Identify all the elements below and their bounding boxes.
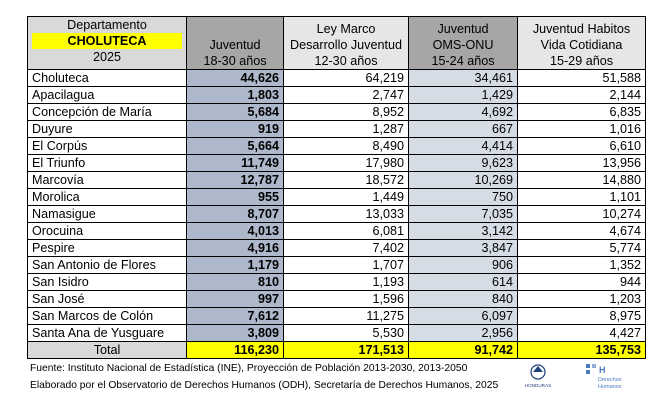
table-row (28, 223, 646, 240)
table-row (28, 206, 646, 223)
value-cell: 919 (187, 121, 284, 138)
svg-text:H: H (599, 365, 606, 375)
value-cell: 4,692 (409, 104, 518, 121)
value-cell: 5,684 (187, 104, 284, 121)
value-cell: 7,035 (409, 206, 518, 223)
value-cell: 11,275 (284, 308, 409, 325)
value-cell: 1,596 (284, 291, 409, 308)
value-cell: 1,287 (284, 121, 409, 138)
col-header-2-line3: 12-30 años (314, 54, 378, 68)
col-header-3-line3: 15-24 años (431, 54, 495, 68)
municipality-name: Duyure (28, 121, 187, 138)
value-cell: 9,623 (409, 155, 518, 172)
value-cell: 4,916 (187, 240, 284, 257)
total-label: Total (28, 342, 187, 359)
col-header-4 (518, 17, 646, 70)
value-cell: 6,835 (518, 104, 646, 121)
value-cell: 1,449 (284, 189, 409, 206)
value-cell: 4,013 (187, 223, 284, 240)
value-cell: 14,880 (518, 172, 646, 189)
table-row (28, 104, 646, 121)
honduras-logo-text: HONDURAS (524, 383, 552, 388)
municipality-name: Choluteca (28, 70, 187, 87)
table-row (28, 189, 646, 206)
value-cell: 8,952 (284, 104, 409, 121)
value-cell: 64,219 (284, 70, 409, 87)
value-cell: 1,803 (187, 87, 284, 104)
honduras-logo (523, 362, 553, 390)
table-row (28, 172, 646, 189)
table-row (28, 308, 646, 325)
value-cell: 614 (409, 274, 518, 291)
total-cell: 171,513 (284, 342, 409, 359)
value-cell: 2,956 (409, 325, 518, 342)
total-cell: 91,742 (409, 342, 518, 359)
municipality-name: San Antonio de Flores (28, 257, 187, 274)
value-cell: 10,269 (409, 172, 518, 189)
col-header-1-line2: Juventud (209, 38, 261, 52)
value-cell: 1,429 (409, 87, 518, 104)
value-cell: 667 (409, 121, 518, 138)
col-header-1 (187, 17, 284, 70)
value-cell: 997 (187, 291, 284, 308)
dh-logo-line1: Derechos (598, 377, 622, 383)
municipality-name: San Isidro (28, 274, 187, 291)
col-header-4-line2: Vida Cotidiana (540, 38, 623, 52)
value-cell: 3,142 (409, 223, 518, 240)
value-cell: 944 (518, 274, 646, 291)
credit-note: Elaborado por el Observatorio de Derechos Humanos (ODH), Secretaría de Derechos Humanos, 2025 (30, 380, 499, 391)
municipality-name: Marcovía (28, 172, 187, 189)
table-row (28, 240, 646, 257)
value-cell: 13,956 (518, 155, 646, 172)
col-header-1-line3: 18-30 años (203, 54, 267, 68)
derechos-humanos-logo (585, 362, 629, 392)
department-name: CHOLUTECA (32, 33, 182, 49)
population-table (27, 16, 646, 359)
value-cell: 2,747 (284, 87, 409, 104)
col-header-2-line1: Ley Marco (316, 22, 376, 36)
value-cell: 8,490 (284, 138, 409, 155)
value-cell: 4,427 (518, 325, 646, 342)
value-cell: 6,097 (409, 308, 518, 325)
value-cell: 5,774 (518, 240, 646, 257)
value-cell: 51,588 (518, 70, 646, 87)
value-cell: 6,610 (518, 138, 646, 155)
value-cell: 3,809 (187, 325, 284, 342)
value-cell: 7,612 (187, 308, 284, 325)
table-body (28, 70, 646, 342)
total-row (28, 342, 646, 359)
table-row (28, 87, 646, 104)
col-header-4-line3: 15-29 años (549, 54, 614, 68)
municipality-name: Orocuina (28, 223, 187, 240)
value-cell: 10,274 (518, 206, 646, 223)
col-header-2-line2: Desarrollo Juventud (289, 38, 402, 52)
total-cell: 135,753 (518, 342, 646, 359)
municipality-name: Concepción de María (28, 104, 187, 121)
value-cell: 18,572 (284, 172, 409, 189)
value-cell: 11,749 (187, 155, 284, 172)
col-header-2 (284, 17, 409, 70)
value-cell: 1,179 (187, 257, 284, 274)
value-cell: 8,707 (187, 206, 284, 223)
value-cell: 8,975 (518, 308, 646, 325)
municipality-name: Namasigue (28, 206, 187, 223)
department-label: Departamento (67, 18, 147, 32)
source-note: Fuente: Instituto Nacional de Estadística (INE), Proyección de Población 2013-2030, 2013-2050 (30, 363, 468, 374)
municipality-name: Apacilagua (28, 87, 187, 104)
municipality-name: San José (28, 291, 187, 308)
table-row (28, 274, 646, 291)
table-row (28, 70, 646, 87)
value-cell: 750 (409, 189, 518, 206)
table-row (28, 138, 646, 155)
value-cell: 1,203 (518, 291, 646, 308)
col-header-4-line1: Juventud Habitos (532, 22, 631, 36)
municipality-name: El Triunfo (28, 155, 187, 172)
table-row (28, 257, 646, 274)
municipality-name: Morolica (28, 189, 187, 206)
value-cell: 1,016 (518, 121, 646, 138)
table-row (28, 155, 646, 172)
value-cell: 44,626 (187, 70, 284, 87)
value-cell: 955 (187, 189, 284, 206)
value-cell: 1,193 (284, 274, 409, 291)
value-cell: 7,402 (284, 240, 409, 257)
year-label: 2025 (92, 50, 122, 64)
col-header-3-line2: OMS-ONU (432, 38, 494, 52)
value-cell: 1,352 (518, 257, 646, 274)
col-header-3-line1: Juventud (437, 22, 489, 36)
table-row (28, 291, 646, 308)
municipality-name: El Corpús (28, 138, 187, 155)
dh-logo-line2: Humanos (598, 384, 622, 390)
value-cell: 810 (187, 274, 284, 291)
department-header (28, 17, 187, 70)
total-cell: 116,230 (187, 342, 284, 359)
value-cell: 1,707 (284, 257, 409, 274)
col-header-3 (409, 17, 518, 70)
value-cell: 4,414 (409, 138, 518, 155)
col-header-1-line1 (191, 21, 279, 37)
value-cell: 5,530 (284, 325, 409, 342)
value-cell: 4,674 (518, 223, 646, 240)
value-cell: 12,787 (187, 172, 284, 189)
header-row (28, 17, 646, 70)
municipality-name: San Marcos de Colón (28, 308, 187, 325)
value-cell: 840 (409, 291, 518, 308)
value-cell: 906 (409, 257, 518, 274)
table-row (28, 325, 646, 342)
municipality-name: Pespire (28, 240, 187, 257)
value-cell: 3,847 (409, 240, 518, 257)
value-cell: 13,033 (284, 206, 409, 223)
value-cell: 1,101 (518, 189, 646, 206)
value-cell: 17,980 (284, 155, 409, 172)
value-cell: 6,081 (284, 223, 409, 240)
value-cell: 34,461 (409, 70, 518, 87)
municipality-name: Santa Ana de Yusguare (28, 325, 187, 342)
value-cell: 5,664 (187, 138, 284, 155)
table-row (28, 121, 646, 138)
value-cell: 2,144 (518, 87, 646, 104)
